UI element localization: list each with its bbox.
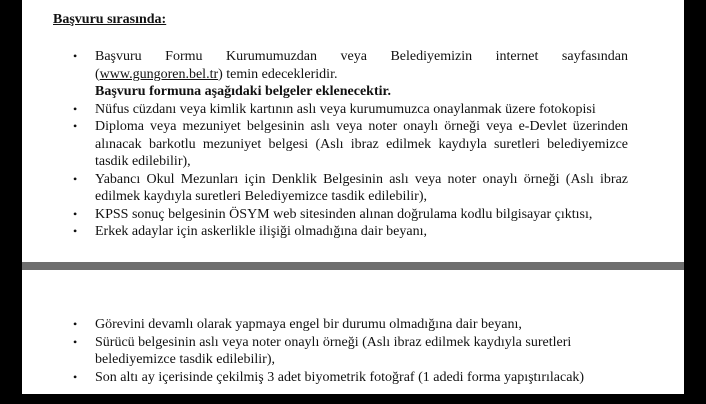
list-item — [22, 171, 684, 206]
list-item — [22, 369, 684, 387]
list-item — [22, 316, 684, 334]
list-item — [22, 48, 684, 83]
section-heading: Başvuru sırasında: — [53, 12, 167, 27]
bullet-icon: • — [73, 49, 78, 63]
item-text: Diploma veya mezuniyet belgesinin aslı veya noter onaylı örneği veya e-Devlet üzerinden alınacak barkotlu mezuniyet belgesi (Aslı ibraz edilmek kaydıyla suretleri belediyemizce tasdik edilebilir), — [95, 119, 628, 169]
list-item — [22, 334, 684, 369]
item-text: Yabancı Okul Mezunları için Denklik Belgesinin aslı veya noter onaylı örneği (Aslı ibraz edilmek kaydıyla suretleri Belediyemizce tasdik edilebilir), — [95, 171, 628, 204]
item-text: Erkek adaylar için askerlikle ilişiği olmadığına dair beyanı, — [95, 224, 428, 239]
bullet-icon: • — [73, 317, 78, 331]
item-text: Son altı ay içerisinde çekilmiş 3 adet biyometrik fotoğraf (1 adedi forma yapıştırılacak) — [95, 369, 585, 385]
item-text: KPSS sonuç belgesinin ÖSYM web sitesinden alınan doğrulama kodlu bilgisayar çıktısı, — [95, 206, 593, 222]
requirements-list — [22, 48, 684, 241]
documents-subheading: Başvuru formuna aşağıdaki belgeler eklenecektir. — [95, 84, 391, 99]
list-item — [22, 118, 684, 171]
bullet-icon: • — [73, 101, 78, 116]
list-item — [22, 223, 684, 241]
list-item — [22, 206, 684, 224]
item-text: Sürücü belgesinin aslı veya noter onaylı örneği (Aslı ibraz edilmek kaydıyla suretleri belediyemizce tasdik edilebilir), — [95, 334, 572, 367]
bullet-icon: • — [73, 334, 78, 349]
item-text: Nüfus cüzdanı veya kimlik kartının aslı veya kurumumuzca onaylanmak üzere fotokopisi — [95, 101, 596, 117]
list-item — [22, 101, 684, 119]
bullet-icon: • — [73, 369, 78, 384]
item-text: ) temin edecekleridir. — [218, 66, 338, 82]
bullet-icon: • — [73, 119, 78, 133]
website-link[interactable]: www.gungoren.bel.tr — [99, 66, 219, 82]
bullet-icon: • — [73, 206, 78, 221]
requirements-list-continued — [22, 316, 684, 386]
bullet-icon: • — [73, 171, 78, 186]
item-text: Başvuru Formu Kurumumuzdan veya Belediyemizin internet sayfasından ( — [95, 49, 628, 82]
page-separator — [22, 262, 684, 270]
document-page-2 — [22, 270, 684, 394]
item-text: Görevini devamlı olarak yapmaya engel bir durumu olmadığına dair beyanı, — [95, 317, 522, 332]
bullet-icon: • — [73, 224, 78, 238]
document-page-1 — [22, 0, 684, 262]
